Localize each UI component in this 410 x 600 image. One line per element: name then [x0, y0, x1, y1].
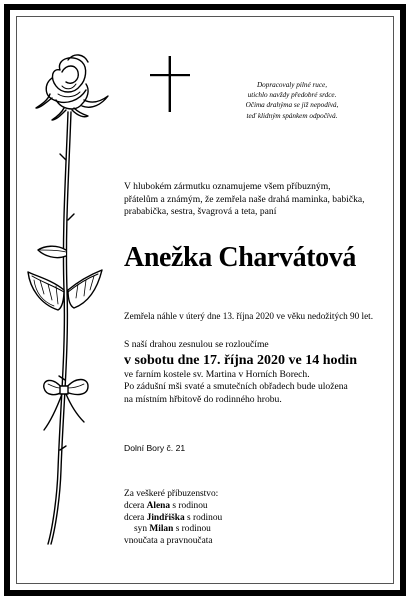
death-notice: Zemřela náhle v úterý dne 13. října 2020 ve věku nedožitých 90 let.: [124, 311, 374, 321]
family-line: vnoučata a pravnoučata: [124, 536, 213, 547]
funeral-details: [124, 339, 394, 406]
intro-line: V hlubokém zármutku oznamujeme všem příbuzným,: [124, 181, 331, 192]
family-line: dcera Jindřiška s rodinou: [124, 512, 223, 523]
poem: [212, 80, 372, 121]
funeral-lead: S naší drahou zesnulou se rozloučíme: [124, 339, 269, 350]
funeral-line: Po zádušní mši svaté a smutečních obřadech bude uložena: [124, 381, 348, 393]
deceased-name: Anežka Charvátová: [124, 242, 356, 273]
funeral-datetime: v sobotu dne 17. října 2020 ve 14 hodin: [124, 352, 357, 368]
rose-icon: [22, 50, 112, 550]
family-heading: Za veškeré příbuzenstvo:: [124, 489, 219, 499]
family-line: dcera Alena s rodinou: [124, 500, 208, 511]
poem-line: Dopracovaly pilné ruce,: [256, 81, 328, 89]
cross-icon: [150, 56, 190, 112]
poem-line: utichlo navždy předobré srdce.: [247, 91, 337, 100]
family-signature: [124, 489, 394, 548]
address: Dolní Bory č. 21: [124, 443, 186, 453]
funeral-line: ve farním kostele sv. Martina v Horních Borech.: [124, 368, 310, 380]
poem-line: Očima drahýma se již nepodívá,: [245, 101, 339, 110]
announcement-intro: [124, 181, 394, 219]
intro-line: přátelům a známým, že zemřela naše drahá maminka, babička,: [124, 193, 365, 205]
intro-line: prababička, sestra, švagrová a teta, paní: [124, 206, 277, 218]
funeral-line: na místním hřbitově do rodinného hrobu.: [124, 393, 282, 405]
family-line: syn Milan s rodinou: [134, 524, 211, 535]
poem-line: teď klidným spánkem odpočívá.: [246, 111, 338, 120]
